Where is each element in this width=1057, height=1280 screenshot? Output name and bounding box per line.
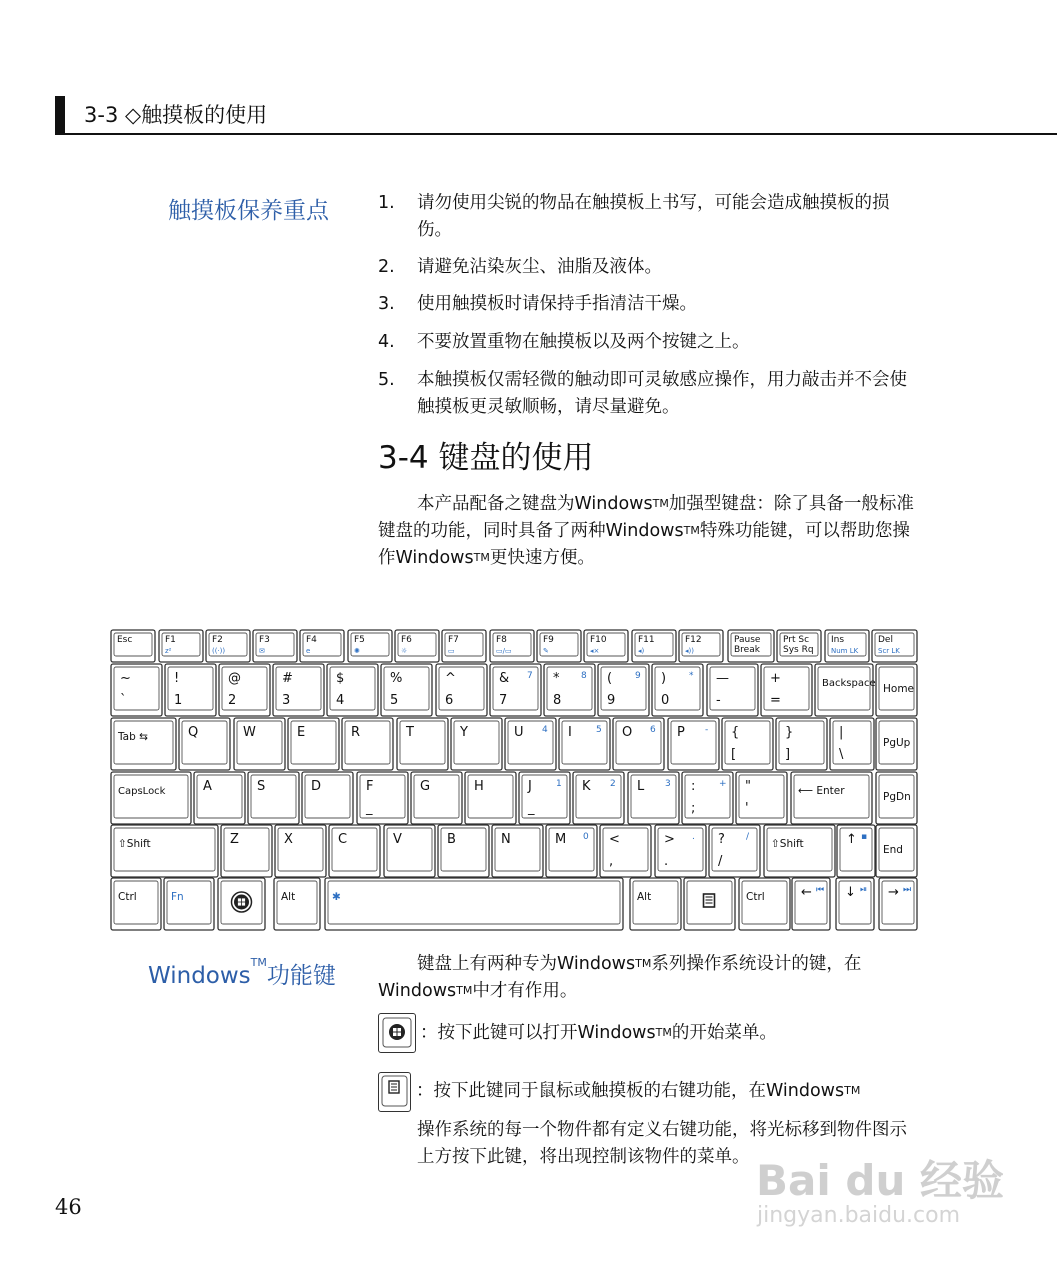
keyboard-key — [274, 878, 320, 930]
tm-mark: TM — [844, 1084, 861, 1097]
key-label-bottom: \ — [839, 747, 844, 762]
keyboard-key — [111, 825, 218, 877]
keyboard-key — [573, 772, 624, 824]
baidu-watermark-logo: Bai du 经验 — [756, 1156, 1004, 1205]
key-label: ⟵ Enter — [798, 785, 845, 797]
key-label-top: ↓ — [845, 885, 856, 900]
keyboard-key — [630, 878, 681, 930]
keyboard-key — [329, 825, 380, 877]
key-label-top: C — [338, 832, 348, 847]
key-label-top: M — [555, 832, 567, 847]
key-label-top: A — [203, 779, 212, 794]
heading-text: 功能键 — [266, 963, 336, 989]
key-label-bottom: 1 — [174, 693, 183, 708]
keyboard-key — [438, 825, 489, 877]
keyboard-key — [876, 772, 917, 824]
key-label-top: % — [390, 671, 403, 686]
key-label-top: ) — [661, 671, 667, 686]
key-sublabel: ◂× — [590, 647, 600, 655]
tm-mark: TM — [250, 956, 267, 969]
tm-mark: TM — [456, 984, 473, 997]
key-label-top: ← — [801, 885, 812, 900]
keyboard-key — [544, 664, 595, 716]
keyboard-key — [505, 718, 556, 770]
key-label-bottom: . — [664, 854, 669, 869]
heading-text: Windows — [148, 963, 251, 989]
key-label-top: V — [393, 832, 402, 847]
keyboard-key — [872, 630, 917, 662]
keyboard-key — [722, 718, 773, 770]
key-label-top: # — [282, 671, 293, 686]
touchpad-care-heading: 触摸板保养重点 — [168, 198, 329, 224]
key-sublabel: 8 — [581, 671, 587, 681]
key-label-top: E — [297, 725, 306, 740]
keyboard-key — [876, 664, 917, 716]
key-label-top: H — [474, 779, 484, 794]
key-label-top: J — [528, 779, 532, 794]
keyboard-key — [253, 630, 297, 662]
intro-text: 本产品配备之键盘为Windows — [417, 494, 653, 514]
key-label-top: : — [691, 779, 696, 794]
key-label-bottom: [ — [731, 747, 737, 762]
key-label-top: * — [553, 671, 560, 686]
keyboard-key — [655, 825, 706, 877]
keyboard-key — [584, 630, 628, 662]
key-sublabel: / — [746, 832, 750, 842]
list-item-number: 1. — [378, 193, 395, 213]
windows-keys-heading — [148, 957, 336, 990]
key-sublabel: ⏭ — [903, 885, 912, 895]
key-label: F5 — [354, 635, 365, 645]
list-item-text: 请避免沾染灰尘、油脂及液体。 — [417, 257, 662, 277]
key-label-top: X — [284, 832, 293, 847]
list-item — [378, 254, 923, 281]
key-label-top: U — [514, 725, 524, 740]
key-label-top: B — [447, 832, 456, 847]
key-label: Ctrl — [118, 891, 137, 903]
key-label: F6 — [401, 635, 412, 645]
key-label-top: ! — [174, 671, 180, 686]
description-text: ：按下此键可以打开Windows — [420, 1023, 656, 1043]
keyboard-key — [179, 718, 230, 770]
windows-key-icon — [378, 1013, 416, 1053]
key-label: F3 — [259, 635, 270, 645]
keyboard-key — [288, 718, 339, 770]
keyboard-key — [684, 878, 735, 930]
key-sublabel: ◂)) — [685, 647, 694, 655]
keyboard-key — [876, 718, 917, 770]
keyboard-key — [451, 718, 502, 770]
key-sublabel: * — [689, 671, 694, 681]
keyboard-diagram — [109, 628, 919, 931]
keyboard-key — [465, 772, 516, 824]
list-item-number: 3. — [378, 294, 395, 314]
keyboard-key — [679, 630, 723, 662]
keyboard-key — [357, 772, 408, 824]
keyboard-key — [159, 630, 203, 662]
keyboard-key — [668, 718, 719, 770]
key-label-bottom: ] — [785, 747, 791, 762]
key-label-top: G — [420, 779, 431, 794]
key-label: Alt — [281, 891, 296, 903]
key-label: Del — [878, 635, 893, 645]
tm-mark: TM — [473, 551, 490, 564]
list-item — [378, 329, 923, 356]
list-item-text: 不要放置重物在触摸板以及两个按键之上。 — [417, 332, 750, 352]
key-label-bottom: ; — [691, 801, 696, 816]
key-label-top: — — [716, 671, 729, 686]
keyboard-key — [436, 664, 487, 716]
keyboard-key — [879, 878, 917, 930]
key-label: F9 — [543, 635, 554, 645]
keyboard-key — [519, 772, 570, 824]
key-sublabel: ◂) — [638, 647, 645, 655]
keyboard-key — [302, 772, 353, 824]
keyboard-key — [492, 825, 543, 877]
key-label-top: Y — [460, 725, 468, 740]
key-label-top: ( — [607, 671, 613, 686]
keyboard-key — [739, 878, 790, 930]
key-label-bottom: , — [609, 854, 614, 869]
key-label-top: ^ — [445, 671, 456, 686]
key-sublabel: 6 — [650, 725, 656, 735]
keyboard-key — [234, 718, 285, 770]
key-label-bottom: / — [718, 854, 723, 869]
keyboard-key — [598, 664, 649, 716]
keyboard-key — [442, 630, 486, 662]
tm-mark: TM — [652, 497, 669, 510]
list-item-number: 4. — [378, 332, 395, 352]
keyboard-key — [111, 878, 161, 930]
keyboard-key — [411, 772, 462, 824]
header-bar — [55, 96, 65, 134]
key-sublabel: ▭/▭ — [496, 647, 512, 655]
key-label-bottom: 5 — [390, 693, 399, 708]
keyboard-key — [206, 630, 250, 662]
keyboard-key — [300, 630, 344, 662]
key-label: Tab ⇆ — [118, 731, 148, 743]
keyboard-key — [490, 630, 534, 662]
key-label-top: L — [637, 779, 645, 794]
key-label: Ins — [831, 635, 845, 645]
keyboard-intro-paragraph — [378, 491, 923, 572]
menu-key-description-line2: 操作系统的每一个物件都有定义右键功能，将光标移到物件图示上方按下此键，将出现控制该物件的菜单。 — [417, 1120, 907, 1167]
key-label: F8 — [496, 635, 507, 645]
key-label: End — [883, 844, 903, 856]
keyboard-key — [275, 825, 326, 877]
header-rule — [55, 133, 1057, 135]
keyboard-key — [709, 825, 760, 877]
key-sublabel: ▭ — [448, 647, 455, 655]
key-label-top: + — [770, 671, 781, 686]
keyboard-key — [777, 630, 821, 662]
keyboard-key — [707, 664, 758, 716]
key-sublabel: 3 — [665, 779, 671, 789]
list-item-number: 5. — [378, 370, 395, 390]
key-label-bottom: 2 — [228, 693, 237, 708]
key-sublabel: z² — [165, 647, 172, 655]
key-label-bottom: _ — [366, 801, 373, 816]
key-label: Pause — [734, 635, 761, 645]
key-label: F11 — [638, 635, 655, 645]
key-label-bottom: 0 — [661, 693, 670, 708]
keyboard-key — [837, 825, 875, 877]
key-sublabel: 7 — [527, 671, 533, 681]
key-sublabel: ((·)) — [212, 647, 226, 655]
intro-text: 系列操作系统设计的键，在Windows — [378, 954, 862, 1001]
keyboard-key — [164, 878, 214, 930]
intro-text: 加强型键盘：除了具备一般标准键盘的功能，同时具备了两种Windows — [378, 494, 914, 541]
key-label-top: R — [351, 725, 361, 740]
keyboard-key — [384, 825, 435, 877]
menu-key-icon — [378, 1072, 411, 1112]
page-header-title: 3-3 ◇触摸板的使用 — [84, 103, 268, 127]
keyboard-key — [815, 664, 876, 716]
key-label-top: O — [622, 725, 633, 740]
key-label-top: F — [366, 779, 374, 794]
key-label-top: P — [677, 725, 685, 740]
key-label: Home — [883, 683, 915, 695]
windows-keys-intro — [378, 951, 923, 1005]
key-label: Alt — [637, 891, 652, 903]
keyboard-key — [397, 718, 448, 770]
keyboard-key — [111, 718, 176, 770]
key-label-top: ↑ — [846, 832, 857, 847]
key-label-top: " — [745, 779, 751, 794]
windows-key-description — [420, 1020, 920, 1047]
key-label-top: < — [609, 832, 620, 847]
key-label-top: → — [888, 885, 899, 900]
key-label-bottom: 7 — [499, 693, 508, 708]
keyboard-key — [682, 772, 733, 824]
keyboard-key — [825, 630, 869, 662]
key-label: Esc — [117, 635, 133, 645]
key-label-top: ? — [718, 832, 725, 847]
keyboard-svg — [109, 628, 919, 931]
key-label: ⇧Shift — [771, 838, 804, 850]
keyboard-key — [111, 772, 191, 824]
tm-mark: TM — [655, 1026, 672, 1039]
key-sublabel: 2 — [610, 779, 616, 789]
key-sublabel: 9 — [635, 671, 641, 681]
key-label: Fn — [171, 891, 184, 903]
key-label: PgDn — [883, 791, 911, 803]
key-label-bottom: ` — [120, 693, 127, 708]
key-label: ✱ — [332, 891, 341, 903]
keyboard-key — [248, 772, 299, 824]
keyboard-key — [600, 825, 651, 877]
keyboard-key — [761, 664, 812, 716]
key-sublabel: - — [705, 725, 709, 735]
keyboard-key — [325, 878, 623, 930]
keyboard-key — [876, 825, 917, 877]
list-item-number: 2. — [378, 257, 395, 277]
key-label: PgUp — [883, 737, 911, 749]
key-label-top: | — [839, 725, 844, 740]
keyboard-key — [111, 630, 155, 662]
key-sublabel: Num LK — [831, 647, 859, 655]
key-sublabel: ✺ — [354, 647, 360, 655]
tm-mark: TM — [635, 957, 652, 970]
intro-text: 特殊功能键，可以帮助您操作Windows — [378, 521, 910, 568]
key-label: F10 — [590, 635, 607, 645]
keyboard-key — [830, 718, 874, 770]
keyboard-key — [218, 878, 265, 930]
keyboard-key — [776, 718, 827, 770]
keyboard-key — [490, 664, 541, 716]
keyboard-key — [764, 825, 835, 877]
list-item — [378, 291, 923, 318]
tm-mark: TM — [683, 524, 700, 537]
key-label-bottom: 6 — [445, 693, 454, 708]
baidu-watermark-url: jingyan.baidu.com — [757, 1203, 961, 1228]
keyboard-key — [736, 772, 787, 824]
keyboard-key — [219, 664, 270, 716]
key-label-top: T — [406, 725, 414, 740]
keyboard-key — [546, 825, 597, 877]
key-label-top: ~ — [120, 671, 131, 686]
key-label-top: K — [582, 779, 591, 794]
intro-text: 键盘上有两种专为Windows — [417, 954, 636, 974]
keyboard-key — [381, 664, 432, 716]
key-label: Backspace — [822, 678, 876, 689]
keyboard-key — [273, 664, 324, 716]
keyboard-key — [395, 630, 439, 662]
list-item — [378, 367, 923, 421]
keyboard-key — [792, 878, 830, 930]
menu-key-description-line1 — [416, 1078, 921, 1105]
keyboard-key — [559, 718, 610, 770]
keyboard-key — [632, 630, 676, 662]
list-item-text: 使用触摸板时请保持手指清洁干燥。 — [417, 294, 697, 314]
key-label: F2 — [212, 635, 223, 645]
keyboard-key — [836, 878, 874, 930]
key-label-top: @ — [228, 671, 241, 686]
key-label-top: { — [731, 725, 740, 740]
keyboard-key — [652, 664, 703, 716]
key-label: CapsLock — [118, 786, 166, 797]
key-label-bottom: 4 — [336, 693, 345, 708]
keyboard-key — [791, 772, 872, 824]
keyboard-key — [165, 664, 216, 716]
key-sublabel: 4 — [542, 725, 548, 735]
key-label-bottom: 8 — [553, 693, 562, 708]
keyboard-key — [613, 718, 664, 770]
key-label-bottom: - — [716, 693, 721, 708]
key-label-top: } — [785, 725, 794, 740]
list-item-text: 本触摸板仅需轻微的触动即可灵敏感应操作，用力敲击并不会使触摸板更灵敏顺畅，请尽量避免。 — [417, 370, 907, 417]
key-label-top: Z — [230, 832, 239, 847]
key-label: ⇧Shift — [118, 838, 151, 850]
key-sublabel: ☼ — [401, 647, 408, 655]
key-sublabel: ▪ — [861, 832, 868, 842]
key-label-top: S — [257, 779, 266, 794]
key-sublabel: ✎ — [543, 647, 549, 655]
keyboard-key — [194, 772, 245, 824]
key-label-bottom: 9 — [607, 693, 616, 708]
keyboard-key — [537, 630, 581, 662]
key-label-bottom: _ — [528, 801, 535, 816]
key-label: Ctrl — [746, 891, 765, 903]
key-label: Prt Sc — [783, 635, 810, 645]
description-text: 的开始菜单。 — [671, 1023, 777, 1043]
key-sublabel: ⏯ — [860, 885, 868, 895]
key-sublabel: 0 — [583, 832, 589, 842]
key-label-bottom: ' — [745, 801, 749, 816]
keyboard-key — [728, 630, 774, 662]
key-label: Break — [734, 645, 760, 655]
keyboard-key — [111, 664, 162, 716]
key-label-top: D — [311, 779, 322, 794]
key-label-top: I — [568, 725, 572, 740]
key-sublabel: ⏮ — [816, 885, 825, 895]
key-label-top: & — [499, 671, 510, 686]
description-text: ：按下此键同于鼠标或触摸板的右键功能，在Windows — [416, 1081, 845, 1101]
key-sublabel: + — [719, 779, 727, 789]
key-label: F7 — [448, 635, 459, 645]
keyboard-key — [221, 825, 272, 877]
key-label-top: $ — [336, 671, 345, 686]
key-label-bottom: 3 — [282, 693, 291, 708]
key-sublabel: 1 — [556, 779, 562, 789]
section-title: 3-4 键盘的使用 — [378, 440, 594, 476]
key-label-top: Q — [188, 725, 199, 740]
intro-text: 中才有作用。 — [472, 981, 578, 1001]
intro-text: 更快速方便。 — [489, 548, 595, 568]
key-label: F1 — [165, 635, 176, 645]
key-label-top: > — [664, 832, 675, 847]
list-item — [378, 190, 923, 244]
key-label-top: W — [243, 725, 256, 740]
key-label: F12 — [685, 635, 702, 645]
keyboard-key — [348, 630, 392, 662]
key-sublabel: . — [692, 832, 695, 842]
page-number: 46 — [55, 1195, 82, 1219]
key-label-top: N — [501, 832, 511, 847]
list-item-text: 请勿使用尖锐的物品在触摸板上书写，可能会造成触摸板的损伤。 — [417, 193, 890, 240]
key-label: F4 — [306, 635, 317, 645]
key-sublabel: ✉ — [259, 647, 265, 655]
key-sublabel: Scr LK — [878, 647, 900, 655]
keyboard-key — [327, 664, 378, 716]
keyboard-key — [628, 772, 679, 824]
key-sublabel: e — [306, 647, 311, 655]
keyboard-key — [342, 718, 393, 770]
key-sublabel: 5 — [596, 725, 602, 735]
key-label: Sys Rq — [783, 645, 814, 655]
key-label-bottom: = — [770, 693, 781, 708]
